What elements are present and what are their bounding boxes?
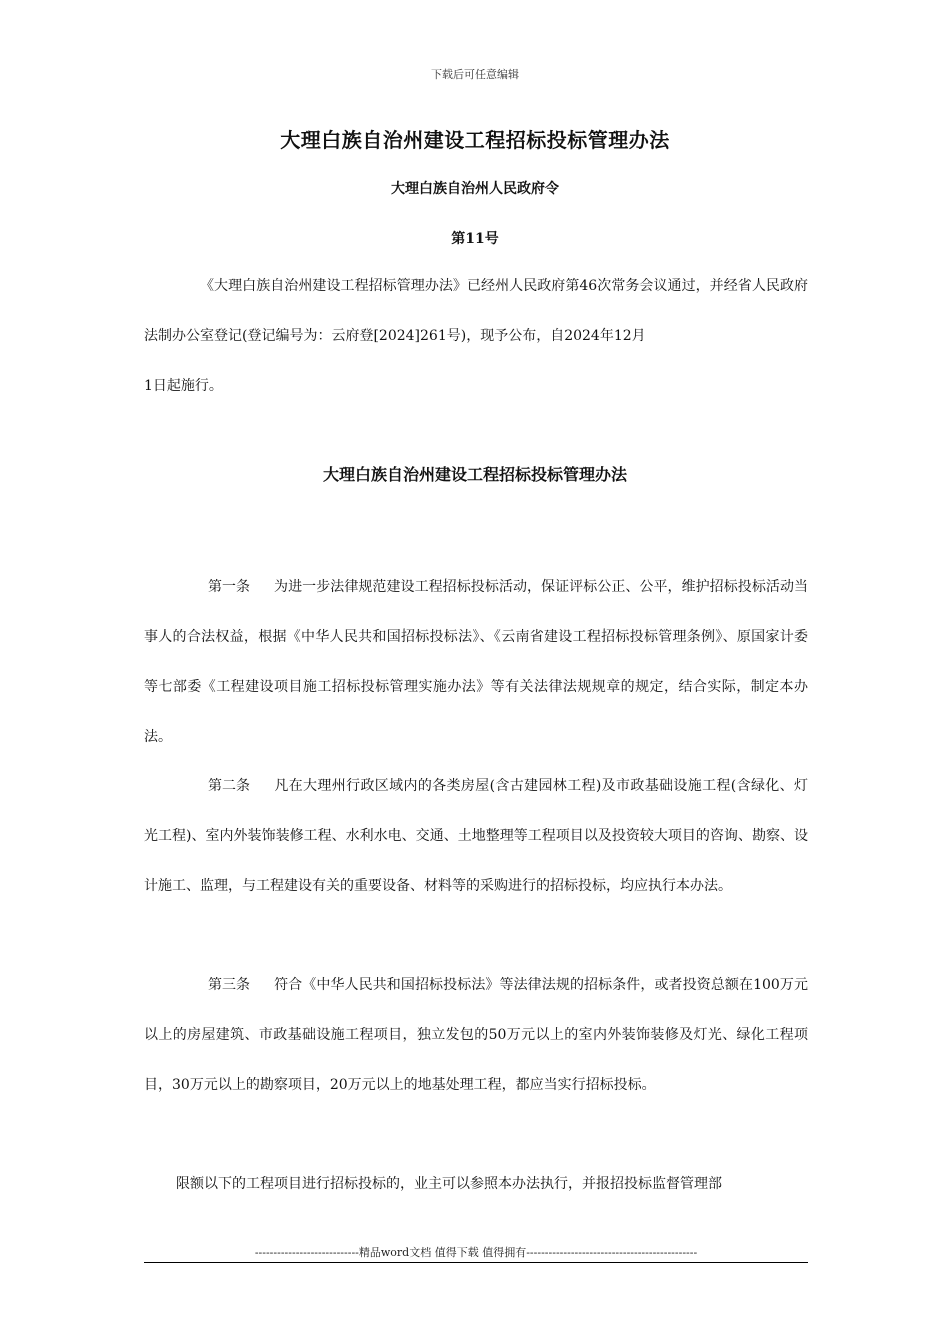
intro-main-text: 《大理白族自治州建设工程招标管理办法》已经州人民政府第46次常务会议通过，并经省人民政府法制办公室登记(登记编号为：云府登[2024]261号)，现予公布，自2024年12月: [144, 278, 808, 344]
article-1-text: 为进一步法律规范建设工程招标投标活动，保证评标公正、公平，维护招标投标活动当事人的合法权益，根据《中华人民共和国招标投标法》、《云南省建设工程招标投标管理条例》、原国家计委等七部委《工程建设项目施工招标投标管理实施办法》等有关法律法规规章的规定，结合实际，制定本办法。: [144, 579, 808, 745]
footer-divider: [144, 1262, 808, 1263]
article-2-label: 第二条: [208, 778, 250, 794]
article-1: [144, 562, 808, 762]
header-watermark: 下载后可任意编辑: [431, 68, 519, 81]
section-title: 大理白族自治州建设工程招标投标管理办法: [322, 465, 627, 484]
footer-text: ----------------------------精品word文档 值得下载 值得拥有----------------------------------------------: [254, 1246, 698, 1259]
article-3-text: 符合《中华人民共和国招标投标法》等法律法规的招标条件，或者投资总额在100万元以上的房屋建筑、市政基础设施工程项目，独立发包的50万元以上的室内外装饰装修及灯光、绿化工程项目，30万元以上的勘察项目，20万元以上的地基处理工程，都应当实行招标投标。: [144, 977, 808, 1093]
article-3: [144, 960, 808, 1110]
article-3-label: 第三条: [208, 977, 250, 993]
article-1-label: 第一条: [208, 579, 250, 595]
intro-last-line: 1日起施行。: [144, 378, 223, 394]
article-2: [144, 761, 808, 911]
order-number: 第11号: [451, 231, 499, 247]
order-issuer: 大理白族自治州人民政府令: [391, 181, 559, 197]
paragraph-extra: [144, 1159, 808, 1209]
article-2-text: 凡在大理州行政区域内的各类房屋(含古建园林工程)及市政基础设施工程(含绿化、灯光工程)、室内外装饰装修工程、水利水电、交通、土地整理等工程项目以及投资较大项目的咨询、勘察、设计施工、监理，与工程建设有关的重要设备、材料等的采购进行的招标投标，均应执行本办法。: [144, 778, 808, 894]
intro-paragraph: [144, 261, 808, 411]
paragraph-extra-text: 限额以下的工程项目进行招标投标的，业主可以参照本办法执行，并报招投标监督管理部: [176, 1176, 722, 1192]
document-title: 大理白族自治州建设工程招标投标管理办法: [280, 128, 670, 152]
